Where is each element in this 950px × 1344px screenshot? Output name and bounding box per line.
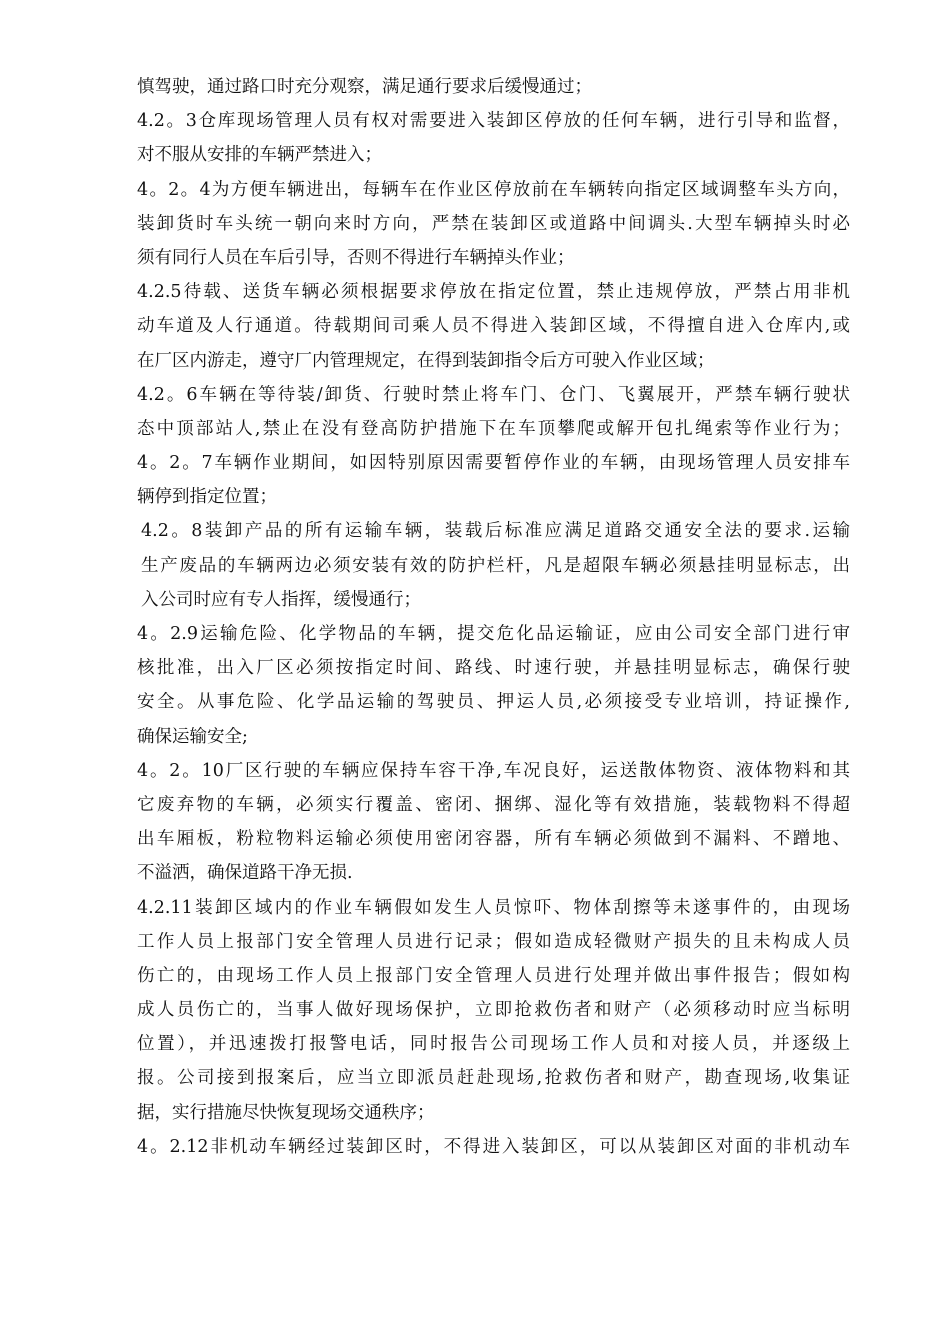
text-line: 出车厢板，粉粒物料运输必须使用密闭容器，所有车辆必须做到不漏料、不蹭地、 <box>137 829 850 850</box>
text-line: 位置），并迅速拨打报警电话，同时报告公司现场工作人员和对接人员，并逐级上 <box>137 1034 850 1055</box>
text-line: 4.2.11装卸区域内的作业车辆假如发生人员惊吓、物体刮擦等未遂事件的，由现场 <box>137 897 850 918</box>
text-line: 4.2。8装卸产品的所有运输车辆，装载后标准应满足道路交通安全法的要求.运输 <box>141 521 850 542</box>
text-line: 确保运输安全; <box>137 726 248 747</box>
text-line: 生产废品的车辆两边必须安装有效的防护栏杆，凡是超限车辆必须悬挂明显标志，出 <box>141 555 850 576</box>
text-line: 核批准，出入厂区必须按指定时间、路线、时速行驶，并悬挂明显标志，确保行驶 <box>137 658 850 679</box>
text-line: 4.2。6车辆在等待装/卸货、行驶时禁止将车门、仓门、飞翼展开，严禁车辆行驶状 <box>137 384 850 405</box>
text-line: 装卸货时车头统一朝向来时方向，严禁在装卸区或道路中间调头.大型车辆掉头时必 <box>137 213 850 234</box>
text-line: 伤亡的，由现场工作人员上报部门安全管理人员进行处理并做出事件报告；假如构 <box>137 965 850 986</box>
text-line: 态中顶部站人,禁止在没有登高防护措施下在车顶攀爬或解开包扎绳索等作业行为； <box>137 418 850 439</box>
text-line: 4。2。10厂区行驶的车辆应保持车容干净,车况良好，运送散体物资、液体物料和其 <box>137 760 850 781</box>
text-line: 据，实行措施尽快恢复现场交通秩序； <box>137 1102 435 1123</box>
text-line: 安全。从事危险、化学品运输的驾驶员、押运人员,必须接受专业培训，持证操作, <box>137 692 850 713</box>
text-line: 4.2.5待载、送货车辆必须根据要求停放在指定位置，禁止违规停放，严禁占用非机 <box>137 282 850 303</box>
text-line: 慎驾驶，通过路口时充分观察，满足通行要求后缓慢通过； <box>137 77 592 97</box>
text-line: 4。2.12非机动车辆经过装卸区时，不得进入装卸区，可以从装卸区对面的非机动车 <box>137 1136 850 1157</box>
text-line: 成人员伤亡的，当事人做好现场保护，立即抢救伤者和财产（必须移动时应当标明 <box>137 1000 850 1021</box>
text-line: 工作人员上报部门安全管理人员进行记录；假如造成轻微财产损失的且未构成人员 <box>137 931 850 952</box>
text-line: 它废弃物的车辆，必须实行覆盖、密闭、捆绑、湿化等有效措施，装载物料不得超 <box>137 794 850 815</box>
text-line: 4。2。4为方便车辆进出，每辆车在作业区停放前在车辆转向指定区域调整车头方向， <box>137 179 850 200</box>
text-line: 动车道及人行通道。待载期间司乘人员不得进入装卸区域，不得擅自进入仓库内,或 <box>137 316 850 337</box>
text-line: 在厂区内游走，遵守厂内管理规定，在得到装卸指令后方可驶入作业区域； <box>137 350 715 371</box>
text-line: 须有同行人员在车后引导，否则不得进行车辆掉头作业； <box>137 247 575 268</box>
text-line: 4。2.9运输危险、化学物品的车辆，提交危化品运输证，应由公司安全部门进行审 <box>137 624 850 644</box>
text-line: 4.2。3仓库现场管理人员有权对需要进入装卸区停放的任何车辆，进行引导和监督， <box>137 111 850 132</box>
text-line: 入公司时应有专人指挥，缓慢通行； <box>141 589 421 610</box>
text-line: 4。2。7车辆作业期间，如因特别原因需要暂停作业的车辆，由现场管理人员安排车 <box>137 453 850 474</box>
text-line: 辆停到指定位置； <box>137 487 277 508</box>
text-line: 不溢洒，确保道路干净无损. <box>137 863 353 884</box>
text-line: 报。公司接到报案后，应当立即派员赶赴现场,抢救伤者和财产，勘查现场,收集证 <box>137 1068 850 1089</box>
text-line: 对不服从安排的车辆严禁进入； <box>137 145 382 166</box>
